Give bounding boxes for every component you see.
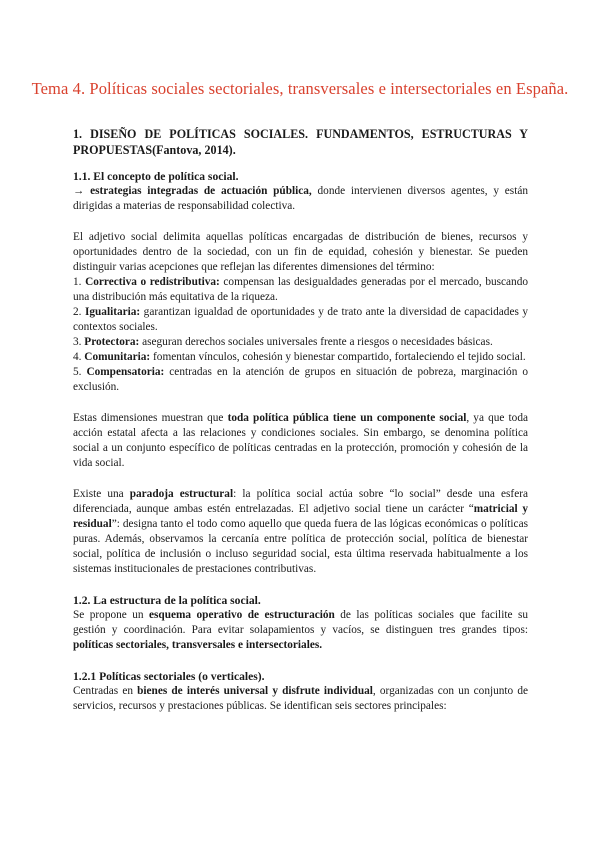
paragraph-paradox (73, 487, 528, 577)
document-title: Tema 4. Políticas sociales sectoriales, transversales e intersectoriales en España. (31, 79, 569, 98)
list-item (73, 365, 528, 395)
list-item (73, 305, 528, 335)
list-number: 2. (73, 306, 85, 318)
list-term: Igualitaria: (84, 306, 141, 318)
text: Se propone un (73, 609, 149, 621)
text: : la política social actúa sobre “lo social” desde una esfera diferenciada, aunque ambas estén entrelazadas. El adjetivo social tiene un carácter “ (73, 488, 528, 515)
paragraph-sectoral (73, 684, 528, 714)
list-term: Correctiva o redistributiva: (85, 276, 220, 288)
text: , ya que toda acción estatal afecta a las relaciones y condiciones sociales. Sin embargo, se denomina política social a un conjunto específico de políticas centradas en la protección, promoción y cohesión de la vida social. (73, 412, 528, 469)
section-1-reference: (Fantova, 2014). (152, 143, 236, 157)
list-term: Protectora: (84, 336, 140, 348)
list-number: 3. (73, 336, 85, 348)
list-text: fomentan vínculos, cohesión y bienestar compartido, fortaleciendo el tejido social. (150, 351, 526, 363)
text: , organizadas con un conjunto de servicios, recursos y prestaciones públicas. Se identifican seis sectores principales: (73, 685, 529, 712)
subsection-1-2-heading: 1.2. La estructura de la política social. (73, 594, 261, 607)
list-item (73, 275, 528, 305)
paragraph-definition (73, 184, 528, 214)
definition-text: donde intervienen diversos agentes, y están dirigidas a materias de responsabilidad colectiva. (73, 185, 529, 212)
subsection-1-1-heading: 1.1. El concepto de política social. (73, 170, 239, 183)
paragraph-adjective-social: El adjetivo social delimita aquellas políticas encargadas de distribución de bienes, recursos y oportunidades dentro de la sociedad, con un fin de equidad, cohesión y bienestar. Se pueden distinguir varias acepciones que reflejan las diferentes dimensiones del término: (73, 231, 528, 273)
dimensions-list (73, 275, 528, 395)
paragraph-dimensions (73, 411, 528, 471)
list-number: 1. (73, 276, 86, 288)
subsection-1-2-1-heading: 1.2.1 Políticas sectoriales (o verticales). (73, 670, 265, 683)
text: Estas dimensiones muestran que (73, 412, 228, 424)
list-term: Compensatoria: (86, 366, 165, 378)
section-1-heading (73, 126, 528, 158)
text: de las políticas sociales que facilite su gestión y coordinación. Para evitar solapamientos y vacíos, se distinguen tres grandes tipos: (73, 609, 528, 636)
text: Existe una (73, 488, 130, 500)
list-item (73, 350, 528, 365)
text: ”: designa tanto el todo como aquello que queda fuera de las lógicas económicas o políticas puras. Además, observamos la cercanía entre política de protección social, política de bienestar social, política de inclusión o incluso seguridad social, esta última reservada habitualmente a los sistemas institucionales de prestaciones contributivas. (73, 518, 528, 575)
list-number: 4. (73, 351, 85, 363)
bold-text: esquema operativo de estructuración (149, 609, 335, 621)
bold-text: toda política pública tiene un componente social (227, 412, 467, 424)
definition-bold: → estrategias integradas de actuación pública, (73, 185, 312, 197)
list-text: compensan las desigualdades generadas por el mercado, buscando una distribución más equitativa de la riqueza. (73, 276, 528, 303)
section-1-heading-text: 1. DISEÑO DE POLÍTICAS SOCIALES. FUNDAMENTOS, ESTRUCTURAS Y PROPUESTAS (73, 127, 528, 157)
list-item (73, 335, 528, 350)
bold-text: bienes de interés universal y disfrute individual (137, 685, 373, 697)
bold-text: paradoja estructural (129, 488, 234, 500)
list-text: centradas en la atención de grupos en situación de pobreza, marginación o exclusión. (73, 366, 528, 393)
list-term: Comunitaria: (84, 351, 151, 363)
text: Centradas en (73, 685, 138, 697)
list-number: 5. (73, 366, 87, 378)
bold-text: políticas sectoriales, transversales e intersectoriales. (73, 639, 323, 651)
paragraph-structure (73, 608, 528, 653)
list-text: garantizan igualdad de oportunidades y de trato ante la diversidad de capacidades y contextos sociales. (73, 306, 528, 333)
document-body (73, 126, 528, 714)
list-text: aseguran derechos sociales universales frente a riesgos o necesidades básicas. (139, 336, 493, 348)
bold-text: matricial y residual (73, 503, 528, 530)
